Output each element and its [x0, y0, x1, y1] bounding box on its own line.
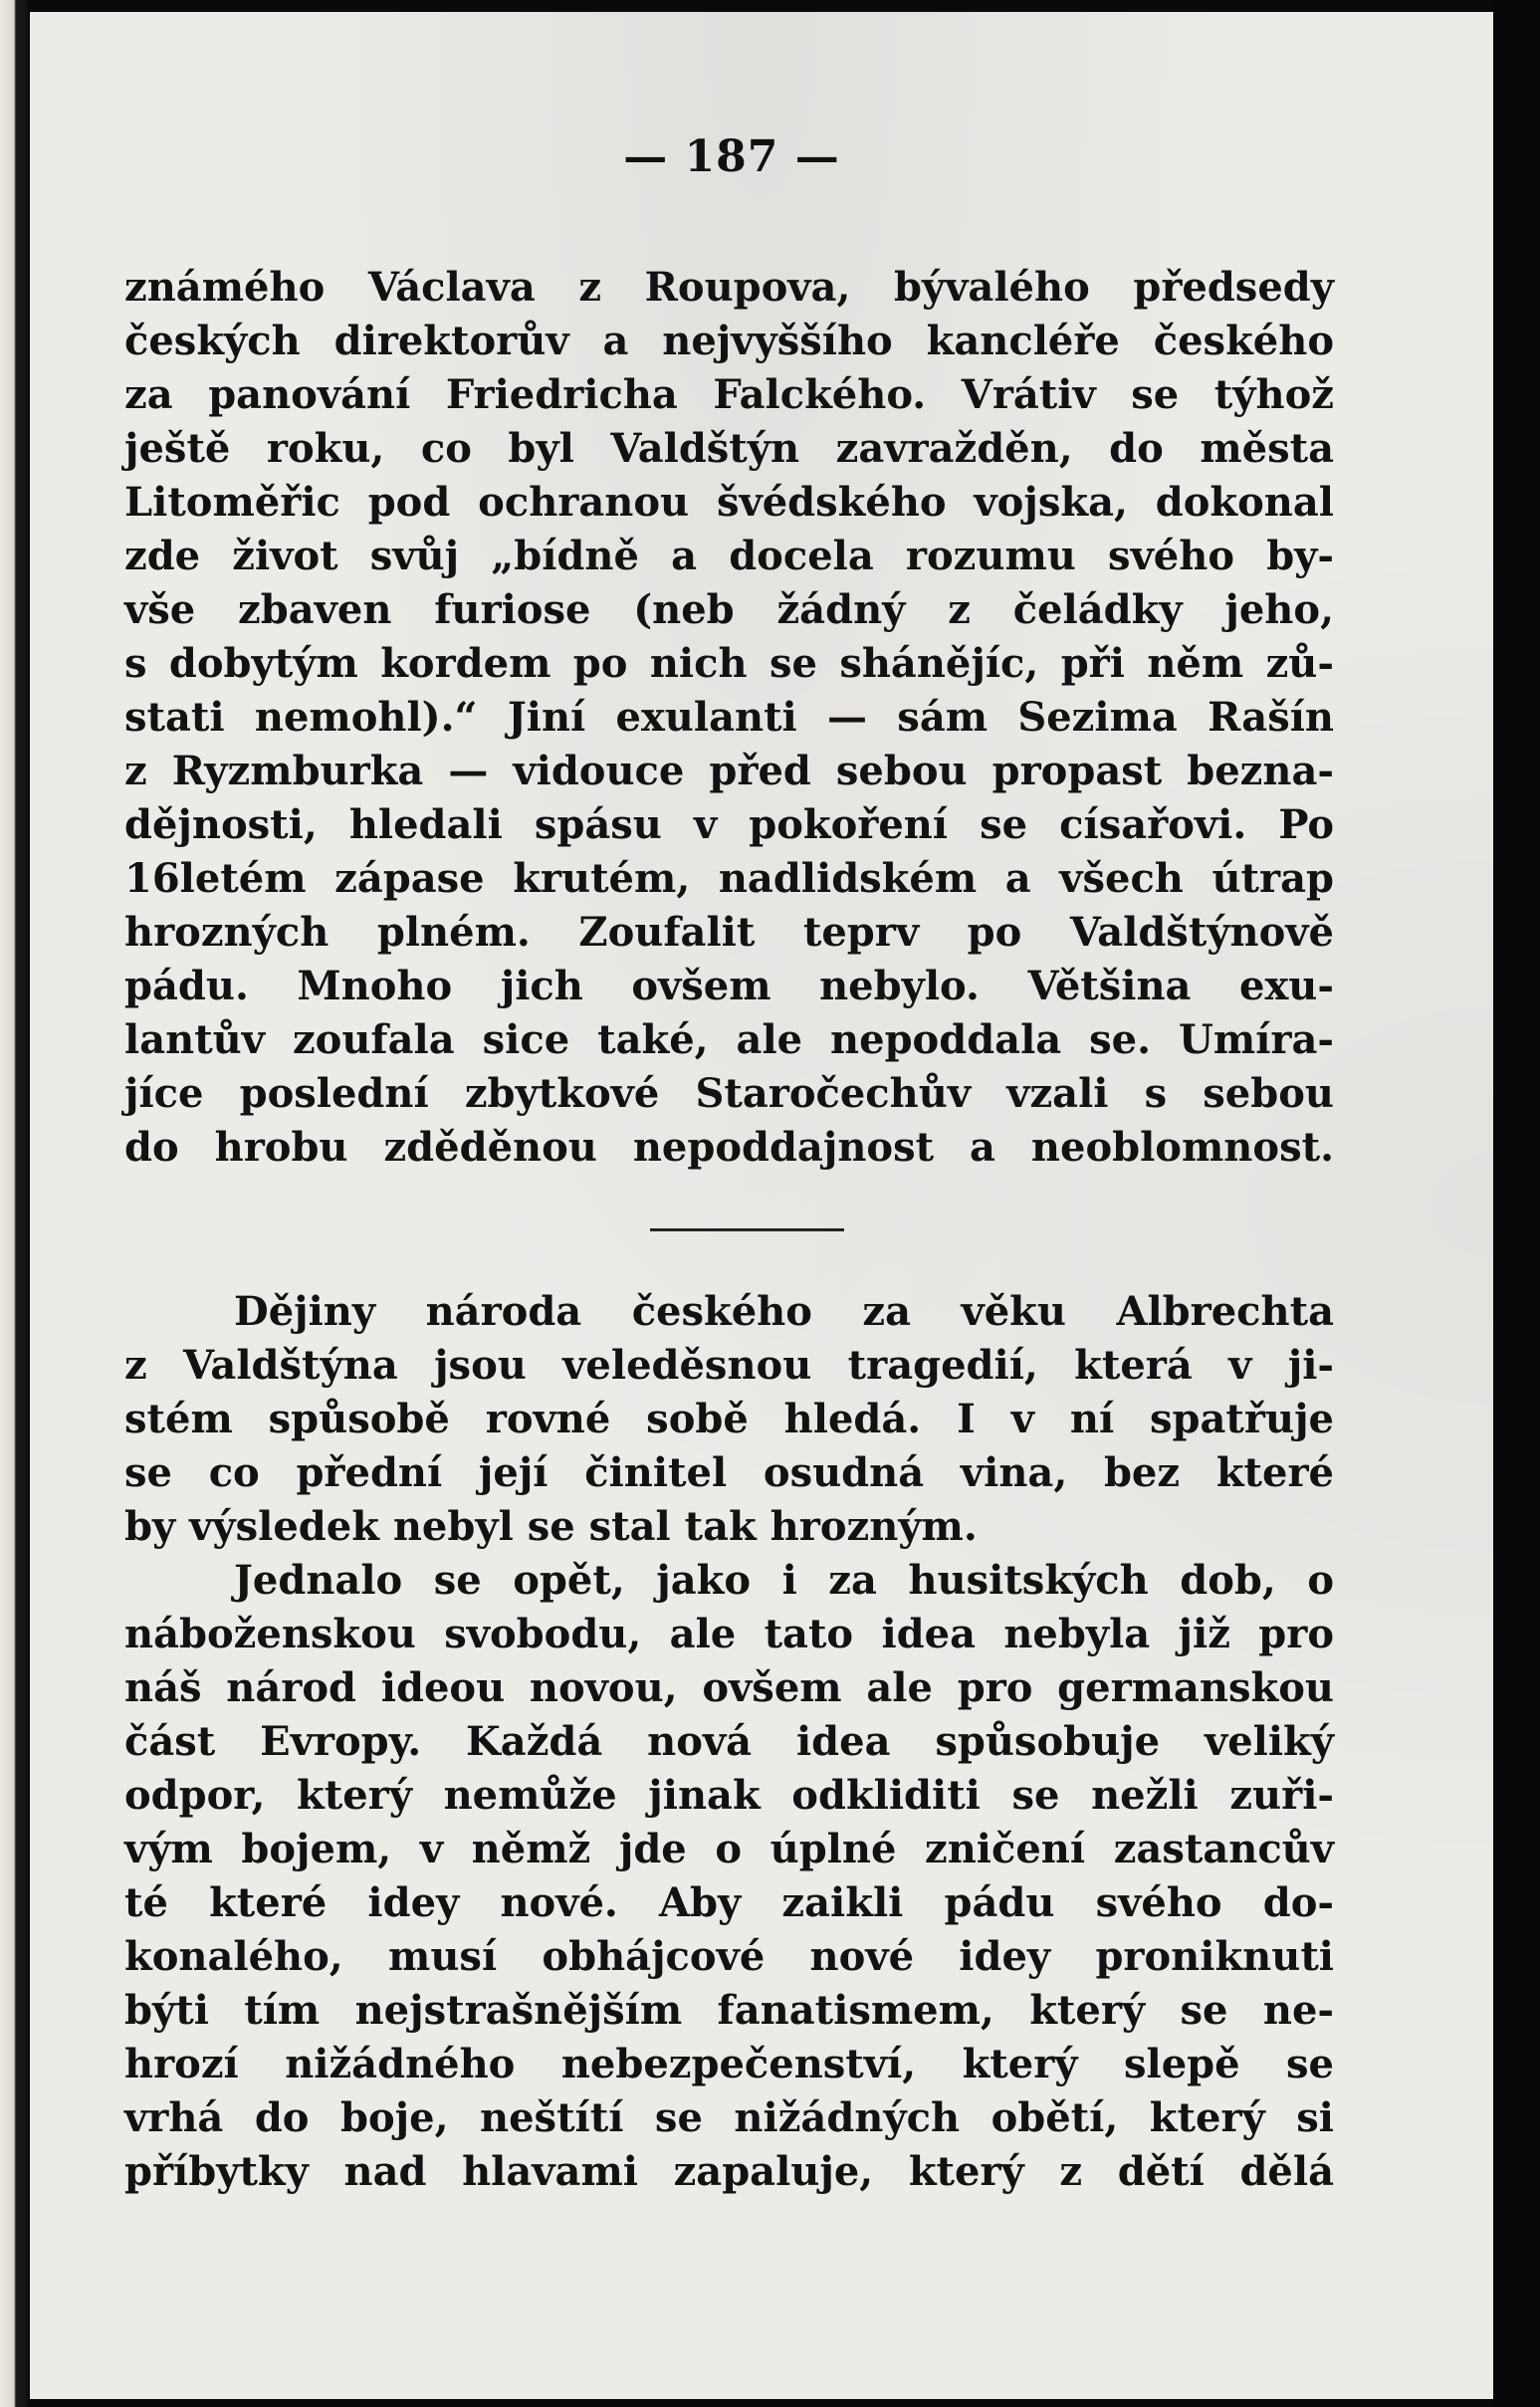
right-page-edge-shadow	[1493, 0, 1540, 2407]
text-line: býti tím nejstrašnějším fanatismem, který se ne-	[124, 1987, 1334, 2034]
text-line: dějnosti, hledali spásu v pokoření se císařovi. Po	[124, 801, 1334, 848]
book-page	[30, 12, 1493, 2399]
text-line: do hrobu zděděnou nepoddajnost a neoblomnost.	[124, 1124, 1334, 1171]
text-line: pádu. Mnoho jich ovšem nebylo. Většina exu-	[124, 963, 1334, 1009]
text-line: vrhá do boje, neštítí se nižádných obětí, který si	[124, 2094, 1334, 2141]
text-line: náš národ ideou novou, ovšem ale pro germanskou	[124, 1664, 1334, 1711]
paragraph-section	[124, 1285, 1334, 2199]
text-line: Litoměřic pod ochranou švédského vojska, dokonal	[124, 479, 1334, 526]
text-line: hrozných plném. Zoufalit teprv po Valdštýnově	[124, 909, 1334, 956]
text-line: jíce poslední zbytkové Staročechův vzali s sebou	[124, 1070, 1334, 1117]
text-line: vým bojem, v němž jde o úplné zničení zastancův	[124, 1826, 1334, 1872]
text-line: Dějiny národa českého za věku Albrechta	[234, 1288, 1334, 1335]
text-line: náboženskou svobodu, ale tato idea nebyla již pro	[124, 1611, 1334, 1657]
left-page-edge	[0, 0, 28, 2407]
text-line: ještě roku, co byl Valdštýn zavražděn, do města	[124, 425, 1334, 472]
text-line: z Valdštýna jsou veleděsnou tragedií, která v ji-	[124, 1342, 1334, 1389]
text-line: stati nemohl).“ Jiní exulanti — sám Sezima Rašín	[124, 694, 1334, 741]
text-line: odpor, který nemůže jinak odkliditi se nežli zuři-	[124, 1772, 1334, 1819]
text-line: stém spůsobě rovné sobě hledá. I v ní spatřuje	[124, 1396, 1334, 1442]
text-line: Jednalo se opět, jako i za husitských dob, o	[234, 1557, 1334, 1604]
text-line: lantův zoufala sice také, ale nepoddala se. Umíra-	[124, 1016, 1334, 1063]
text-line: známého Václava z Roupova, bývalého předsedy	[124, 264, 1334, 311]
text-line: se co přední její činitel osudná vina, bez které	[124, 1449, 1334, 1496]
text-line: z Ryzmburka — vidouce před sebou propast bezna-	[124, 748, 1334, 794]
text-line: 16letém zápase krutém, nadlidském a všech útrap	[124, 855, 1334, 902]
text-line: by výsledek nebyl se stal tak hrozným.	[124, 1503, 978, 1550]
text-line: příbytky nad hlavami zapaluje, který z dětí dělá	[124, 2148, 1334, 2195]
text-line: té které idey nové. Aby zaikli pádu svého do-	[124, 1879, 1334, 1926]
page-number: — 187 —	[623, 131, 840, 182]
text-line: zde život svůj „bídně a docela rozumu svého by-	[124, 533, 1334, 579]
text-line: s dobytým kordem po nich se shánějíc, při něm zů-	[124, 640, 1334, 687]
text-line: za panování Friedricha Falckého. Vrátiv se týhož	[124, 371, 1334, 418]
text-line: část Evropy. Každá nová idea spůsobuje veliký	[124, 1718, 1334, 1765]
section-separator-rule	[650, 1228, 844, 1231]
text-line: vše zbaven furiose (neb žádný z čeládky jeho,	[124, 586, 1334, 633]
text-line: hrozí nižádného nebezpečenství, který slepě se	[124, 2041, 1334, 2087]
text-line: českých direktorův a nejvyššího kancléře českého	[124, 318, 1334, 364]
text-line: konalého, musí obhájcové nové idey proniknuti	[124, 1933, 1334, 1980]
paragraph-continued	[124, 261, 1334, 1175]
